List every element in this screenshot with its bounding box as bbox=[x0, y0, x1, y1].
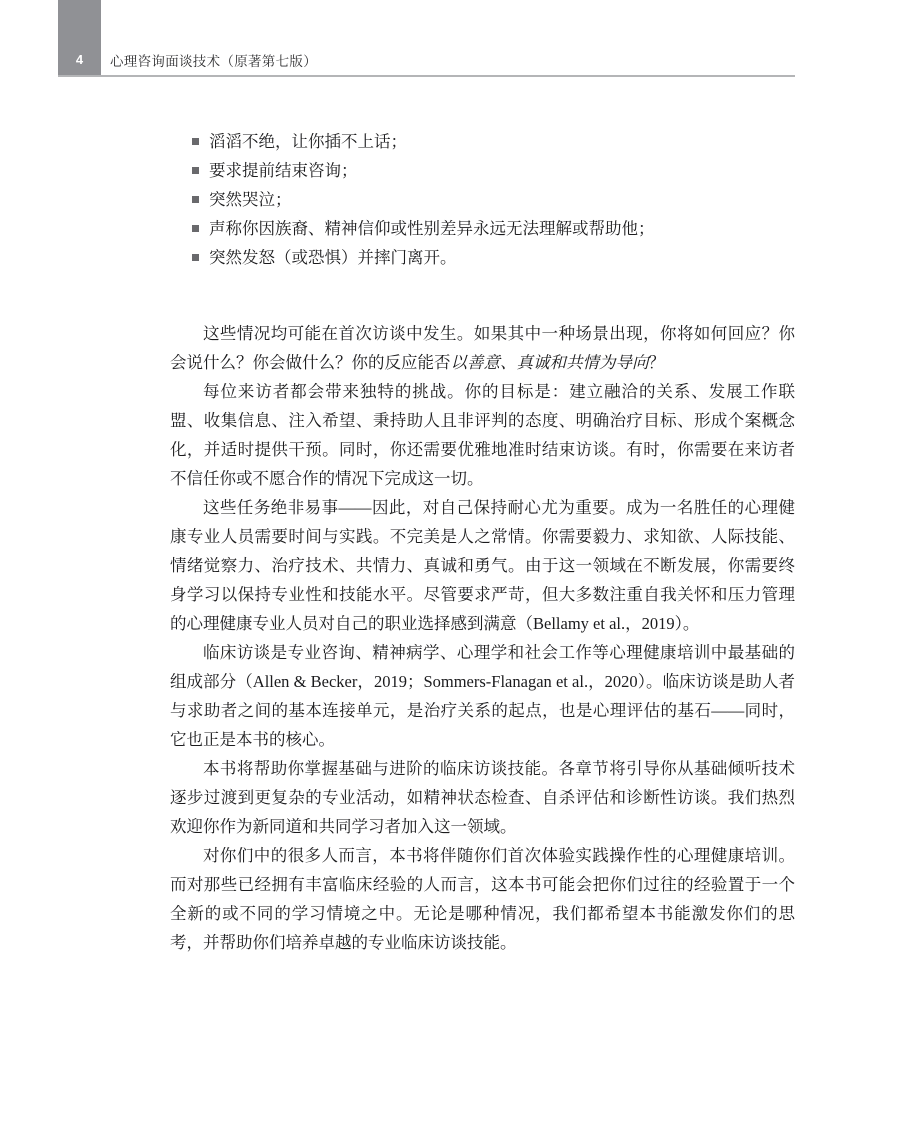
paragraph: 本书将帮助你掌握基础与进阶的临床访谈技能。各章节将引导你从基础倾听技术逐步过渡到更复杂的专业活动，如精神状态检查、自杀评估和诊断性访谈。我们热烈欢迎你作为新同道和共同学习者加入这一领域。 bbox=[170, 759, 795, 836]
list-item bbox=[170, 214, 795, 243]
list-item bbox=[170, 185, 795, 214]
square-bullet-icon bbox=[192, 196, 199, 203]
paragraph: 对你们中的很多人而言，本书将伴随你们首次体验实践操作性的心理健康培训。而对那些已经拥有丰富临床经验的人而言，这本书可能会把你们过往的经验置于一个全新的或不同的学习情境之中。无论是哪种情况，我们都希望本书能激发你们的思考，并帮助你们培养卓越的专业临床访谈技能。 bbox=[170, 846, 795, 952]
list-item bbox=[170, 243, 795, 272]
list-item-text: 滔滔不绝，让你插不上话； bbox=[209, 132, 407, 151]
list-item-text: 要求提前结束咨询； bbox=[209, 161, 358, 180]
paragraph-emphasis-text: 以善意、真诚和共情为导向 bbox=[450, 353, 649, 372]
list-item bbox=[170, 156, 795, 185]
running-header-title: 心理咨询面谈技术（原著第七版） bbox=[110, 54, 317, 69]
list-item-text: 突然发怒（或恐惧）并摔门离开。 bbox=[209, 248, 457, 267]
page-number: 4 bbox=[75, 52, 84, 67]
paragraph: 临床访谈是专业咨询、精神病学、心理学和社会工作等心理健康培训中最基础的组成部分（Allen & Becker，2019；Sommers-Flanagan et al.，2020）。临床访谈是助人者与求助者之间的基本连接单元，是治疗关系的起点，也是心理评估的基石——同时，它也正是本书的核心。 bbox=[170, 643, 795, 749]
list-item-text: 突然哭泣； bbox=[209, 190, 292, 209]
square-bullet-icon bbox=[192, 254, 199, 261]
square-bullet-icon bbox=[192, 138, 199, 145]
paragraph-text: 这些情况均可能在首次访谈中发生。如果其中一种场景出现，你将如何回应？你会说什么？你会做什么？你的反应能否 bbox=[170, 324, 795, 372]
paragraph-text: ？ bbox=[648, 353, 665, 372]
page-number-badge bbox=[58, 0, 101, 76]
list-item-text: 声称你因族裔、精神信仰或性别差异永远无法理解或帮助他； bbox=[209, 219, 655, 238]
paragraph: 这些任务绝非易事——因此，对自己保持耐心尤为重要。成为一名胜任的心理健康专业人员需要时间与实践。不完美是人之常情。你需要毅力、求知欲、人际技能、情绪觉察力、治疗技术、共情力、真诚和勇气。由于这一领域在不断发展，你需要终身学习以保持专业性和技能水平。尽管要求严苛，但大多数注重自我关怀和压力管理的心理健康专业人员对自己的职业选择感到满意（Bellamy et al.，2019）。 bbox=[170, 498, 795, 633]
page-content bbox=[170, 127, 795, 957]
header-rule bbox=[58, 75, 795, 77]
paragraph: 每位来访者都会带来独特的挑战。你的目标是：建立融洽的关系、发展工作联盟、收集信息、注入希望、秉持助人且非评判的态度、明确治疗目标、形成个案概念化，并适时提供干预。同时，你还需要优雅地准时结束访谈。有时，你需要在来访者不信任你或不愿合作的情况下完成这一切。 bbox=[170, 382, 795, 488]
body-paragraphs bbox=[170, 319, 795, 957]
square-bullet-icon bbox=[192, 225, 199, 232]
square-bullet-icon bbox=[192, 167, 199, 174]
paragraph bbox=[170, 319, 795, 377]
list-item bbox=[170, 127, 795, 156]
bullet-list bbox=[170, 127, 795, 272]
